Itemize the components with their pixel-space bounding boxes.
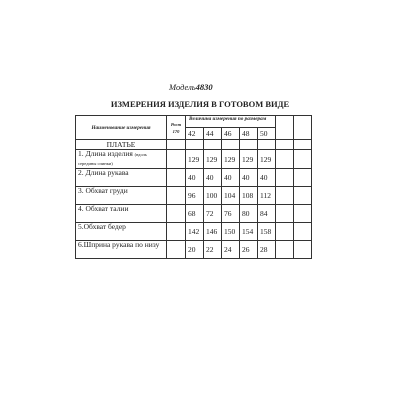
table-row <box>76 205 312 223</box>
empty-cell <box>276 223 294 241</box>
growth-value: 170 <box>172 128 180 134</box>
measure-name: 5.Обхват бедер <box>76 223 167 241</box>
value-cell: 80 <box>240 205 258 223</box>
model-label <box>169 82 213 92</box>
empty-cell <box>276 241 294 259</box>
measure-name: 4. Обхват талии <box>76 205 167 223</box>
empty-cell <box>258 140 276 150</box>
empty-cell <box>167 205 186 223</box>
empty-cell <box>276 187 294 205</box>
header-size: Величина измерения по размерам <box>186 116 276 128</box>
value-cell: 154 <box>240 223 258 241</box>
size-header: 44 <box>204 128 222 140</box>
table-row <box>76 223 312 241</box>
empty-cell <box>294 187 312 205</box>
growth-label: Рост <box>170 121 182 127</box>
value-cell: 129 <box>204 150 222 169</box>
value-cell: 150 <box>222 223 240 241</box>
table-row <box>76 150 312 169</box>
value-cell: 104 <box>222 187 240 205</box>
section-label: ПЛАТЬЕ <box>76 140 167 150</box>
header-growth <box>167 116 186 140</box>
value-cell: 22 <box>204 241 222 259</box>
measure-note: (вдоль середины спинки) <box>78 152 147 166</box>
empty-cell <box>167 140 186 150</box>
measure-name-text: 1. Длина изделия <box>78 149 133 158</box>
value-cell: 68 <box>186 205 204 223</box>
value-cell: 40 <box>222 169 240 187</box>
value-cell: 40 <box>240 169 258 187</box>
model-prefix: Модель <box>169 82 196 92</box>
empty-cell <box>167 150 186 169</box>
value-cell: 84 <box>258 205 276 223</box>
value-cell: 108 <box>240 187 258 205</box>
table-row <box>76 169 312 187</box>
value-cell: 146 <box>204 223 222 241</box>
empty-cell <box>167 169 186 187</box>
empty-cell <box>186 140 204 150</box>
empty-cell <box>276 150 294 169</box>
measure-name <box>76 150 167 169</box>
size-header: 50 <box>258 128 276 140</box>
value-cell: 20 <box>186 241 204 259</box>
value-cell: 129 <box>186 150 204 169</box>
empty-cell <box>222 140 240 150</box>
value-cell: 40 <box>258 169 276 187</box>
value-cell: 112 <box>258 187 276 205</box>
measurement-table <box>75 115 312 259</box>
empty-cell <box>294 205 312 223</box>
table-row <box>76 241 312 259</box>
empty-cell <box>294 223 312 241</box>
size-header: 48 <box>240 128 258 140</box>
empty-cell <box>204 140 222 150</box>
empty-cell <box>167 241 186 259</box>
value-cell: 72 <box>204 205 222 223</box>
size-header: 46 <box>222 128 240 140</box>
measure-name: 6.Шприна рукава по низу <box>76 241 167 259</box>
measure-name: 2. Длина рукава <box>76 169 167 187</box>
size-header: 42 <box>186 128 204 140</box>
value-cell: 40 <box>204 169 222 187</box>
empty-cell <box>167 187 186 205</box>
value-cell: 142 <box>186 223 204 241</box>
value-cell: 100 <box>204 187 222 205</box>
value-cell: 129 <box>258 150 276 169</box>
empty-cell <box>240 140 258 150</box>
empty-cell <box>294 150 312 169</box>
empty-cell <box>167 223 186 241</box>
value-cell: 26 <box>240 241 258 259</box>
value-cell: 158 <box>258 223 276 241</box>
empty-cell <box>294 241 312 259</box>
value-cell: 96 <box>186 187 204 205</box>
value-cell: 28 <box>258 241 276 259</box>
extra-cell <box>294 116 312 140</box>
page-title: ИЗМЕРЕНИЯ ИЗДЕЛИЯ В ГОТОВОМ ВИДЕ <box>110 99 290 109</box>
value-cell: 24 <box>222 241 240 259</box>
model-number: 4830 <box>195 82 213 92</box>
empty-cell <box>294 169 312 187</box>
value-cell: 40 <box>186 169 204 187</box>
empty-cell <box>276 169 294 187</box>
measure-name: 3. Обхват груди <box>76 187 167 205</box>
header-name: Наименование измерения <box>76 116 167 140</box>
empty-cell <box>276 140 294 150</box>
value-cell: 76 <box>222 205 240 223</box>
empty-cell <box>276 205 294 223</box>
empty-cell <box>294 140 312 150</box>
extra-cell <box>276 116 294 140</box>
table-row <box>76 187 312 205</box>
value-cell: 129 <box>222 150 240 169</box>
value-cell: 129 <box>240 150 258 169</box>
